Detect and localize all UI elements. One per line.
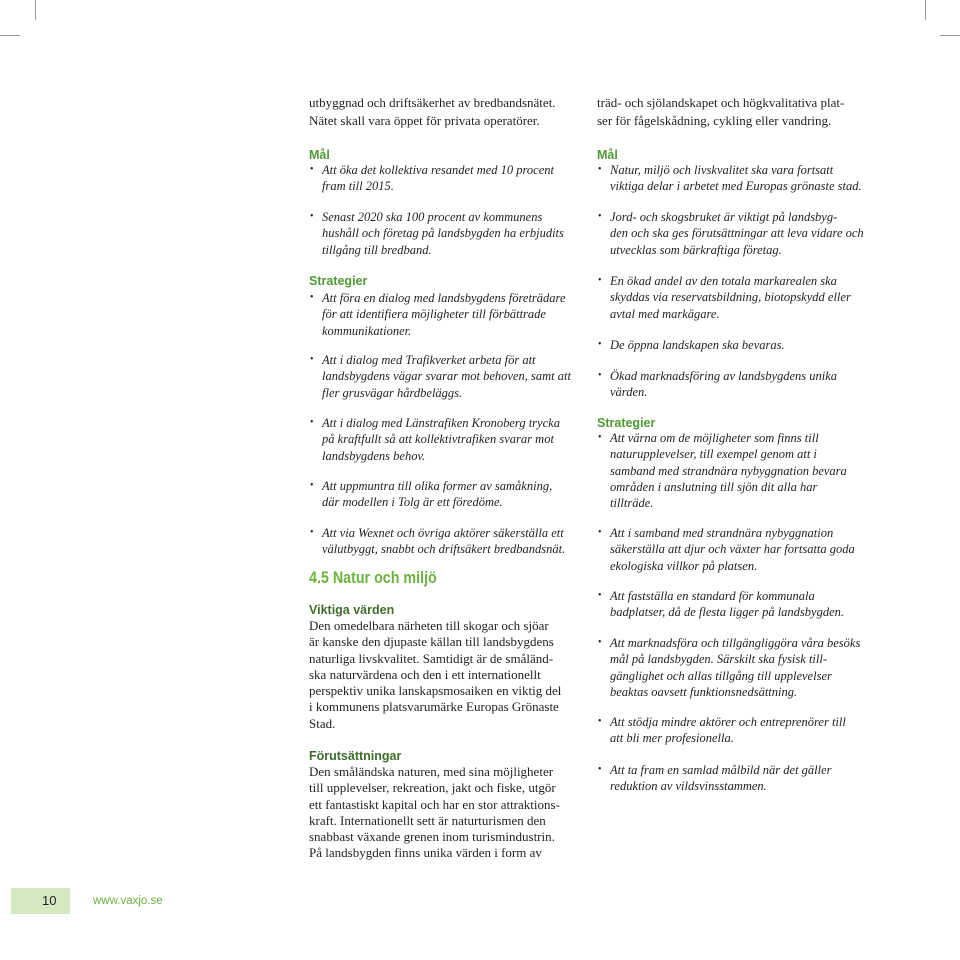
text-line: På landsbygden finns unika värden i form av	[309, 845, 542, 861]
text-line: ser för fågelskådning, cykling eller vandring.	[597, 112, 832, 128]
bullet-icon	[598, 209, 602, 225]
crop-mark-top-right-horizontal	[940, 35, 960, 36]
text-line: tillträde.	[610, 496, 654, 511]
text-line: utbyggnad och driftsäkerhet av bredbandsnätet.	[309, 95, 556, 110]
bullet-icon	[310, 209, 314, 225]
text-line: Att stödja mindre aktörer och entreprenörer till	[610, 715, 846, 729]
text-line: landsbygdens behov.	[322, 448, 426, 463]
text-line: kraft. Internationellt sett är naturturismen den	[309, 812, 546, 828]
left-goals-heading: Mål	[309, 148, 330, 162]
text-line: Senast 2020 ska 100 procent av kommunens	[322, 210, 543, 224]
left-goal-item	[309, 209, 564, 258]
text-line: ett fantastiskt kapital och har en stor attraktions-	[309, 796, 560, 812]
left-strategy-item	[309, 415, 560, 464]
text-line: Nätet skall vara öppet för privata operatörer.	[309, 112, 540, 128]
crop-mark-top-right-vertical	[925, 0, 926, 20]
right-strategies-heading: Strategier	[597, 416, 656, 430]
text-line: ska naturvärdena och den i ett internationellt	[309, 666, 541, 682]
text-line: Att fastställa en standard för kommunala	[610, 589, 815, 603]
left-intro-paragraph	[309, 94, 556, 129]
bullet-icon	[598, 368, 602, 384]
right-strategy-item	[597, 714, 846, 747]
text-line: i kommunens platsvarumärke Europas Grönaste	[309, 699, 559, 715]
right-goal-item	[597, 368, 837, 401]
bullet-icon	[310, 525, 314, 541]
left-goal-item	[309, 162, 554, 195]
text-line: Att i dialog med Trafikverket arbeta för att	[322, 353, 536, 367]
text-line: viktiga delar i arbetet med Europas grönaste stad.	[610, 179, 862, 194]
crop-mark-top-left-horizontal	[0, 35, 20, 36]
bullet-icon	[598, 714, 602, 730]
text-line: De öppna landskapen ska bevaras.	[610, 338, 785, 352]
text-line: Att öka det kollektiva resandet med 10 procent	[322, 163, 554, 177]
bullet-icon	[310, 290, 314, 306]
text-line: Att värna om de möjligheter som finns till	[610, 431, 819, 445]
text-line: perspektiv unika lanskapsmosaiken en viktig del	[309, 683, 562, 699]
left-strategies-heading: Strategier	[309, 274, 368, 288]
text-line: kommunikationer.	[322, 323, 412, 338]
right-strategy-item	[597, 588, 844, 621]
bullet-icon	[598, 162, 602, 178]
text-line: badplatser, då de flesta ligger på landsbygden.	[610, 605, 845, 620]
text-line: Att marknadsföra och tillgängliggöra våra besöks	[610, 636, 861, 650]
page-number-box	[11, 888, 70, 914]
text-line: välutbyggt, snabbt och driftsäkert bredbandsnät.	[322, 542, 566, 557]
text-line: Stad.	[309, 715, 336, 731]
left-strategy-item	[309, 290, 566, 339]
text-line: Att föra en dialog med landsbygdens företrädare	[322, 291, 566, 305]
text-line: att bli mer profesionella.	[610, 731, 734, 746]
text-line: på kraftfullt så att kollektivtrafiken svarar mot	[322, 432, 554, 447]
text-line: beaktas oavsett funktionsnedsättning.	[610, 684, 798, 699]
text-line: snabbast växande grenen inom turismindustrin.	[309, 829, 555, 845]
text-line: för att identifiera möjligheter till förbättrade	[322, 307, 546, 322]
text-line: gänglighet och allas tillgång till upplevelser	[610, 668, 832, 683]
left-strategy-item	[309, 352, 571, 401]
text-line: Ökad marknadsföring av landsbygdens unika	[610, 369, 838, 383]
text-line: områden i anslutning till sjön dit alla har	[610, 479, 818, 494]
section-title: 4.5 Natur och miljö	[309, 568, 437, 587]
text-line: mål på landsbygden. Särskilt ska fysisk till-	[610, 652, 827, 667]
bullet-icon	[310, 415, 314, 431]
bullet-icon	[598, 525, 602, 541]
text-line: tillgång till bredband.	[322, 242, 432, 257]
bullet-icon	[310, 352, 314, 368]
text-line: utvecklas som bärkraftiga företag.	[610, 242, 782, 257]
text-line: skyddas via reservatsbildning, biotopskydd eller	[610, 290, 851, 305]
text-line: värden.	[610, 385, 648, 400]
right-strategy-item	[597, 635, 860, 700]
text-line: den och ska ges förutsättningar att leva vidare och	[610, 226, 864, 241]
right-goal-item	[597, 337, 785, 353]
right-strategy-item	[597, 430, 847, 511]
crop-mark-top-left-vertical	[35, 0, 36, 20]
text-line: Natur, miljö och livskvalitet ska vara fortsatt	[610, 163, 834, 177]
bullet-icon	[310, 478, 314, 494]
text-line: Att via Wexnet och övriga aktörer säkerställa ett	[322, 526, 564, 540]
text-line: Jord- och skogsbruket är viktigt på landsbyg-	[610, 210, 838, 224]
bullet-icon	[598, 430, 602, 446]
text-line: Att ta fram en samlad målbild när det gäller	[610, 763, 832, 777]
left-strategy-item	[309, 525, 565, 558]
values-heading: Viktiga värden	[309, 603, 395, 617]
text-line: Den omedelbara närheten till skogar och sjöar	[309, 618, 549, 633]
text-line: En ökad andel av den totala markarealen ska	[610, 274, 837, 288]
right-goals-heading: Mål	[597, 148, 618, 162]
text-line: till upplevelser, rekreation, jakt och fiske, utgör	[309, 780, 556, 796]
bullet-icon	[598, 635, 602, 651]
text-line: hushåll och företag på landsbygden ha erbjudits	[322, 226, 564, 241]
text-line: säkerställa att djur och växter har fortsatta goda	[610, 542, 855, 557]
values-paragraph	[309, 618, 561, 732]
right-goal-item	[597, 162, 862, 195]
page-number: 10	[42, 893, 57, 908]
text-line: naturupplevelser, till exempel genom att i	[610, 447, 817, 462]
conditions-paragraph	[309, 764, 560, 862]
text-line: är kanske den djupaste källan till landsbygdens	[309, 634, 554, 650]
text-line: avtal med markägare.	[610, 306, 720, 321]
bullet-icon	[598, 762, 602, 778]
right-strategy-item	[597, 525, 855, 574]
right-intro-paragraph	[597, 94, 844, 129]
bullet-icon	[598, 273, 602, 289]
text-line: landsbygdens vägar svarar mot behoven, samt att	[322, 369, 571, 384]
text-line: träd- och sjölandskapet och högkvalitativa plat-	[597, 95, 845, 110]
text-line: Att uppmuntra till olika former av samåkning,	[322, 479, 553, 493]
right-strategy-item	[597, 762, 832, 795]
text-line: Den småländska naturen, med sina möjligheter	[309, 764, 554, 779]
footer-url: www.vaxjo.se	[93, 895, 163, 907]
text-line: samband med strandnära nybyggnation bevara	[610, 463, 847, 478]
text-line: ekologiska villkor på platsen.	[610, 558, 758, 573]
text-line: fram till 2015.	[322, 179, 394, 194]
conditions-heading: Förutsättningar	[309, 749, 402, 763]
right-goal-item	[597, 273, 851, 322]
bullet-icon	[598, 588, 602, 604]
right-goal-item	[597, 209, 864, 258]
text-line: Att i dialog med Länstrafiken Kronoberg trycka	[322, 416, 560, 430]
text-line: reduktion av vildsvinsstammen.	[610, 779, 767, 794]
text-line: Att i samband med strandnära nybyggnation	[610, 526, 834, 540]
text-line: fler grusvägar hårdbeläggs.	[322, 385, 463, 400]
bullet-icon	[598, 337, 602, 353]
text-line: där modellen i Tolg är ett föredöme.	[322, 495, 503, 510]
bullet-icon	[310, 162, 314, 178]
text-line: naturliga livskvalitet. Samtidigt är de småländ-	[309, 650, 554, 666]
left-strategy-item	[309, 478, 552, 511]
